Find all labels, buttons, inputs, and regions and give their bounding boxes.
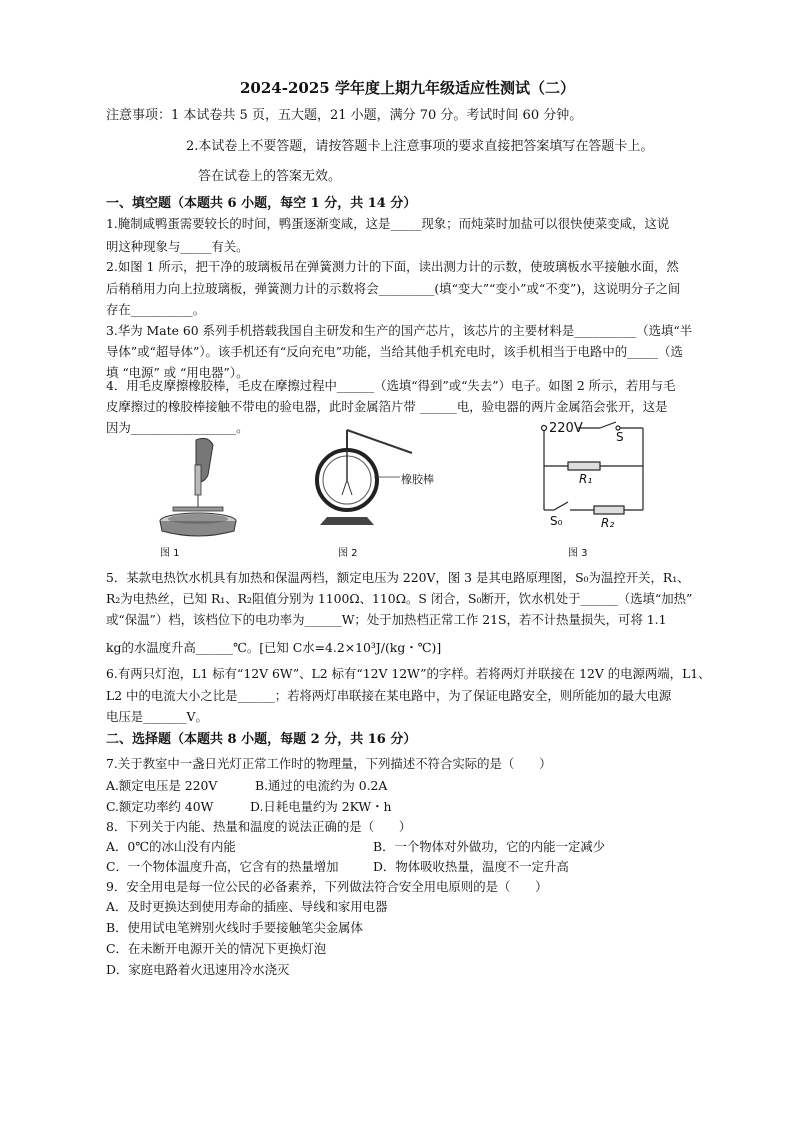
notice-1: 注意事项：1 本试卷共 5 页，五大题，21 小题，满分 70 分。考试时间 60 分钟。 — [106, 108, 583, 123]
q7-stem: 7.关于教室中一盏日光灯正常工作时的物理量，下列描述不符合实际的是（ ） — [106, 756, 552, 771]
q1-line-1: 1.腌制咸鸭蛋需要较长的时间，鸭蛋逐渐变咸，这是_____现象；而炖菜时加盐可以很快使菜变咸，这说 — [106, 216, 670, 231]
q2-line-2: 后稍稍用力向上拉玻璃板，弹簧测力计的示数将会_________(填“变大”“变小”或“不变”)，这说明分子之间 — [106, 281, 681, 296]
q6-line-3: 电压是_______V。 — [106, 709, 208, 724]
figure-1 — [148, 435, 248, 545]
figure-2-caption: 图 2 — [338, 548, 358, 559]
q3-line-3: 填 “电源” 或 “用电器”）。 — [106, 365, 249, 380]
q3-line-2: 导体”或“超导体”）。该手机还有“反向充电”功能，当给其他手机充电时，该手机相当于电路中的_____（选 — [106, 344, 683, 359]
figure-3-caption: 图 3 — [568, 548, 588, 559]
q9-option-d: D．家庭电路着火迅速用冷水浇灭 — [106, 962, 290, 977]
q5-line-3: 或“保温”）档，该档位下的电功率为______W；处于加热档正常工作 21S，若不计热量损失，可将 1.1 — [106, 612, 667, 627]
figure-1-caption: 图 1 — [160, 548, 180, 559]
q7-option-d: D.日耗电量约为 2KW・h — [250, 799, 392, 814]
voltage-label: 220V — [549, 421, 583, 436]
q8-option-d: D．物体吸收热量，温度不一定升高 — [373, 859, 569, 874]
q7-option-c: C.额定功率约 40W — [106, 799, 214, 814]
page-title: 2024-2025 学年度上期九年级适应性测试（二） — [240, 79, 575, 97]
q5-line-4: kg的水温度升高______℃。[已知 C水=4.2×10³J/(kg・℃)] — [106, 640, 442, 655]
q7-option-b: B.通过的电流约为 0.2A — [255, 778, 388, 793]
q2-line-3: 存在__________。 — [106, 302, 206, 317]
switch-s-label: S — [616, 430, 624, 444]
q9-option-a: A．及时更换达到使用寿命的插座、导线和家用电器 — [106, 899, 388, 914]
figure-1-drawing — [148, 435, 248, 545]
q3-line-1: 3.华为 Mate 60 系列手机搭载我国自主研发和生产的国产芯片，该芯片的主要材料是__________（选填“半 — [106, 323, 693, 338]
s0-label: S₀ — [550, 514, 563, 528]
section-2-heading: 二、选择题（本题共 8 小题，每题 2 分，共 16 分） — [106, 732, 417, 747]
q5-line-2: R₂为电热丝，已知 R₁、R₂阻值分别为 1100Ω、110Ω。S 闭合，S₀断开，饮水机处于______（选填“加热” — [106, 591, 693, 606]
q8-option-c: C．一个物体温度升高，它含有的热量增加 — [106, 859, 339, 874]
q9-option-c: C．在未断开电源开关的情况下更换灯泡 — [106, 941, 327, 956]
q2-line-1: 2.如图 1 所示，把干净的玻璃板吊在弹簧测力计的下面，读出测力计的示数，使玻璃板水平接触水面，然 — [106, 259, 679, 274]
q1-line-2: 明这种现象与_____有关。 — [106, 239, 249, 254]
notice-2: 2.本试卷上不要答题，请按答题卡上注意事项的要求直接把答案填写在答题卡上。 — [186, 139, 654, 154]
figure-3-circuit — [528, 418, 658, 538]
q6-line-2: L2 中的电流大小之比是______；若将两灯串联接在某电路中，为了保证电路安全，则所能加的最大电源 — [106, 688, 672, 703]
q4-line-2: 皮摩擦过的橡胶棒接触不带电的验电器，此时金属箔片带 ______电，验电器的两片金属箔会张开，这是 — [106, 399, 668, 414]
q4-line-1: 4．用毛皮摩擦橡胶棒，毛皮在摩擦过程中______（选填“得到”或“失去”）电子。如图 2 所示，若用与毛 — [106, 378, 676, 393]
q9-option-b: B．使用试电笔辨别火线时手要接触笔尖金属体 — [106, 920, 363, 935]
figure-2 — [312, 425, 462, 535]
figure-3 — [528, 418, 658, 538]
figure-2-drawing — [312, 425, 462, 535]
rubber-rod-label: 橡胶棒 — [401, 473, 434, 486]
q4-line-3: 因为_________________。 — [106, 420, 249, 435]
notice-2-cont: 答在试卷上的答案无效。 — [198, 169, 342, 184]
q8-option-b: B．一个物体对外做功，它的内能一定减少 — [373, 839, 606, 854]
q6-line-1: 6.有两只灯泡，L1 标有“12V 6W”、L2 标有“12V 12W”的字样。若将两灯并联接在 12V 的电源两端，L1、 — [106, 666, 711, 681]
q8-stem: 8．下列关于内能、热量和温度的说法正确的是（ ） — [106, 819, 412, 834]
q7-option-a: A.额定电压是 220V — [106, 778, 218, 793]
section-1-heading: 一、填空题（本题共 6 小题，每空 1 分，共 14 分） — [106, 196, 417, 211]
q9-stem: 9．安全用电是每一位公民的必备素养，下列做法符合安全用电原则的是（ ） — [106, 879, 548, 894]
r1-label: R₁ — [579, 472, 593, 486]
q8-option-a: A．0℃的冰山没有内能 — [106, 839, 236, 854]
q5-line-1: 5．某款电热饮水机具有加热和保温两档，额定电压为 220V，图 3 是其电路原理图，S₀为温控开关，R₁、 — [106, 570, 690, 585]
r2-label: R₂ — [601, 516, 615, 530]
